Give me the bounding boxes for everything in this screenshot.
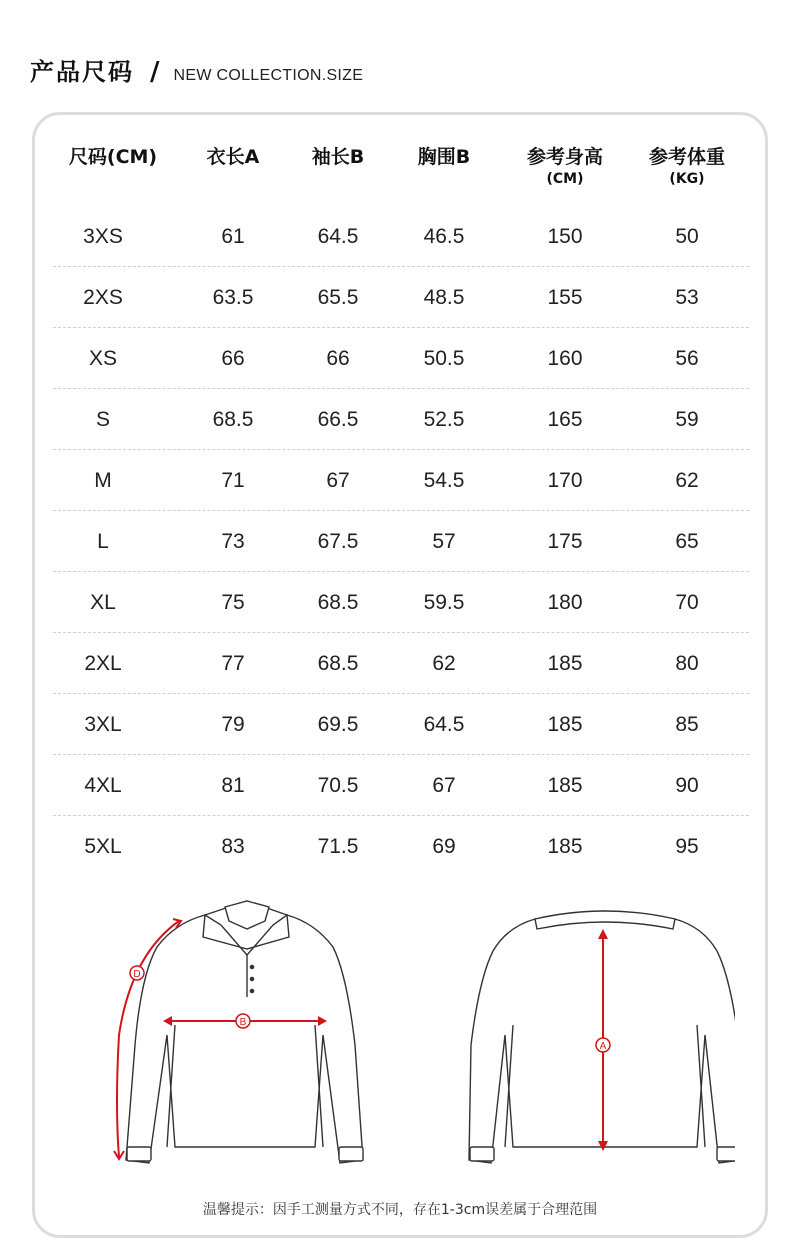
chest-cell: 52.5	[423, 407, 465, 431]
table-row	[53, 511, 749, 572]
chest-cell: 50.5	[423, 346, 465, 370]
shirt-front-icon	[126, 901, 363, 1163]
table-row	[53, 450, 749, 511]
marker-d-icon	[130, 966, 144, 980]
height-cell: 165	[547, 407, 583, 431]
marker-a-icon	[596, 1038, 610, 1052]
size-cell: 5XL	[84, 834, 122, 858]
sleeve-cell: 67	[326, 468, 350, 492]
marker-b-icon	[236, 1014, 250, 1028]
title-separator: /	[150, 57, 160, 87]
length-cell: 66	[221, 346, 245, 370]
header-sleeve: 袖长B	[311, 146, 365, 168]
height-cell: 185	[547, 834, 583, 858]
height-cell: 185	[547, 773, 583, 797]
page-subtitle: NEW COLLECTION.SIZE	[173, 67, 364, 84]
sleeve-cell: 69.5	[317, 712, 359, 736]
sleeve-cell: 67.5	[317, 529, 359, 553]
sleeve-cell: 68.5	[317, 590, 359, 614]
length-cell: 79	[221, 712, 245, 736]
height-cell: 160	[547, 346, 583, 370]
weight-cell: 62	[675, 468, 699, 492]
chest-cell: 64.5	[423, 712, 465, 736]
header-weight: 参考体重 (KG)	[648, 146, 725, 187]
table-row	[53, 389, 749, 450]
length-cell: 77	[221, 651, 245, 675]
weight-cell: 65	[675, 529, 699, 553]
weight-cell: 56	[675, 346, 699, 370]
svg-text:D: D	[133, 969, 141, 980]
size-chart-card	[32, 112, 768, 1238]
weight-cell: 85	[675, 712, 699, 736]
page-header	[30, 52, 363, 88]
chest-cell: 48.5	[423, 285, 465, 309]
weight-cell: 95	[675, 834, 699, 858]
size-cell: XS	[88, 346, 117, 370]
sleeve-cell: 64.5	[317, 224, 359, 248]
chest-cell: 62	[432, 651, 456, 675]
length-cell: 63.5	[212, 285, 254, 309]
table-row	[53, 633, 749, 694]
length-cell: 61	[221, 224, 245, 248]
chest-cell: 46.5	[423, 224, 465, 248]
chest-cell: 57	[432, 529, 456, 553]
table-row	[53, 694, 749, 755]
length-cell: 73	[221, 529, 245, 553]
table-row	[53, 755, 749, 816]
height-cell: 185	[547, 651, 583, 675]
chest-cell: 69	[432, 834, 456, 858]
chest-cell: 67	[432, 773, 456, 797]
sleeve-cell: 66.5	[317, 407, 359, 431]
sleeve-cell: 71.5	[317, 834, 359, 858]
size-cell: M	[94, 468, 112, 492]
height-cell: 175	[547, 529, 583, 553]
svg-text:B: B	[239, 1017, 247, 1028]
table-header	[53, 140, 749, 206]
height-cell: 150	[547, 224, 583, 248]
weight-cell: 50	[675, 224, 699, 248]
sleeve-cell: 68.5	[317, 651, 359, 675]
header-size: 尺码(CM)	[68, 146, 158, 168]
height-cell: 185	[547, 712, 583, 736]
size-cell: 3XL	[84, 712, 122, 736]
size-cell: L	[97, 529, 109, 553]
table-row	[53, 328, 749, 389]
size-cell: XL	[90, 590, 116, 614]
svg-text:A: A	[599, 1041, 607, 1052]
height-cell: 170	[547, 468, 583, 492]
length-cell: 83	[221, 834, 245, 858]
measurement-note: 温馨提示：因手工测量方式不同，存在1-3cm误差属于合理范围	[202, 1202, 598, 1218]
size-cell: 3XS	[83, 224, 123, 248]
size-table	[53, 140, 749, 877]
table-row	[53, 572, 749, 633]
size-cell: 2XS	[83, 285, 123, 309]
header-height: 参考身高 (CM)	[526, 146, 603, 187]
length-cell: 71	[221, 468, 245, 492]
weight-cell: 80	[675, 651, 699, 675]
chest-cell: 59.5	[423, 590, 465, 614]
height-cell: 155	[547, 285, 583, 309]
size-cell: 2XL	[84, 651, 122, 675]
table-row	[53, 267, 749, 328]
chest-cell: 54.5	[423, 468, 465, 492]
table-row	[53, 816, 749, 877]
sleeve-cell: 65.5	[317, 285, 359, 309]
height-cell: 180	[547, 590, 583, 614]
weight-cell: 70	[675, 590, 699, 614]
sleeve-cell: 66	[326, 346, 350, 370]
weight-cell: 53	[675, 285, 699, 309]
header-chest: 胸围B	[417, 146, 471, 168]
size-cell: 4XL	[84, 773, 122, 797]
garment-measurement-illustration	[75, 885, 735, 1195]
length-cell: 68.5	[212, 407, 254, 431]
page-title: 产品尺码	[30, 58, 134, 86]
length-cell: 75	[221, 590, 245, 614]
size-cell: S	[95, 407, 110, 431]
table-body	[53, 206, 749, 877]
header-length: 衣长A	[206, 146, 260, 168]
sleeve-cell: 70.5	[317, 773, 359, 797]
table-row	[53, 206, 749, 267]
length-cell: 81	[221, 773, 245, 797]
weight-cell: 59	[675, 407, 699, 431]
weight-cell: 90	[675, 773, 699, 797]
